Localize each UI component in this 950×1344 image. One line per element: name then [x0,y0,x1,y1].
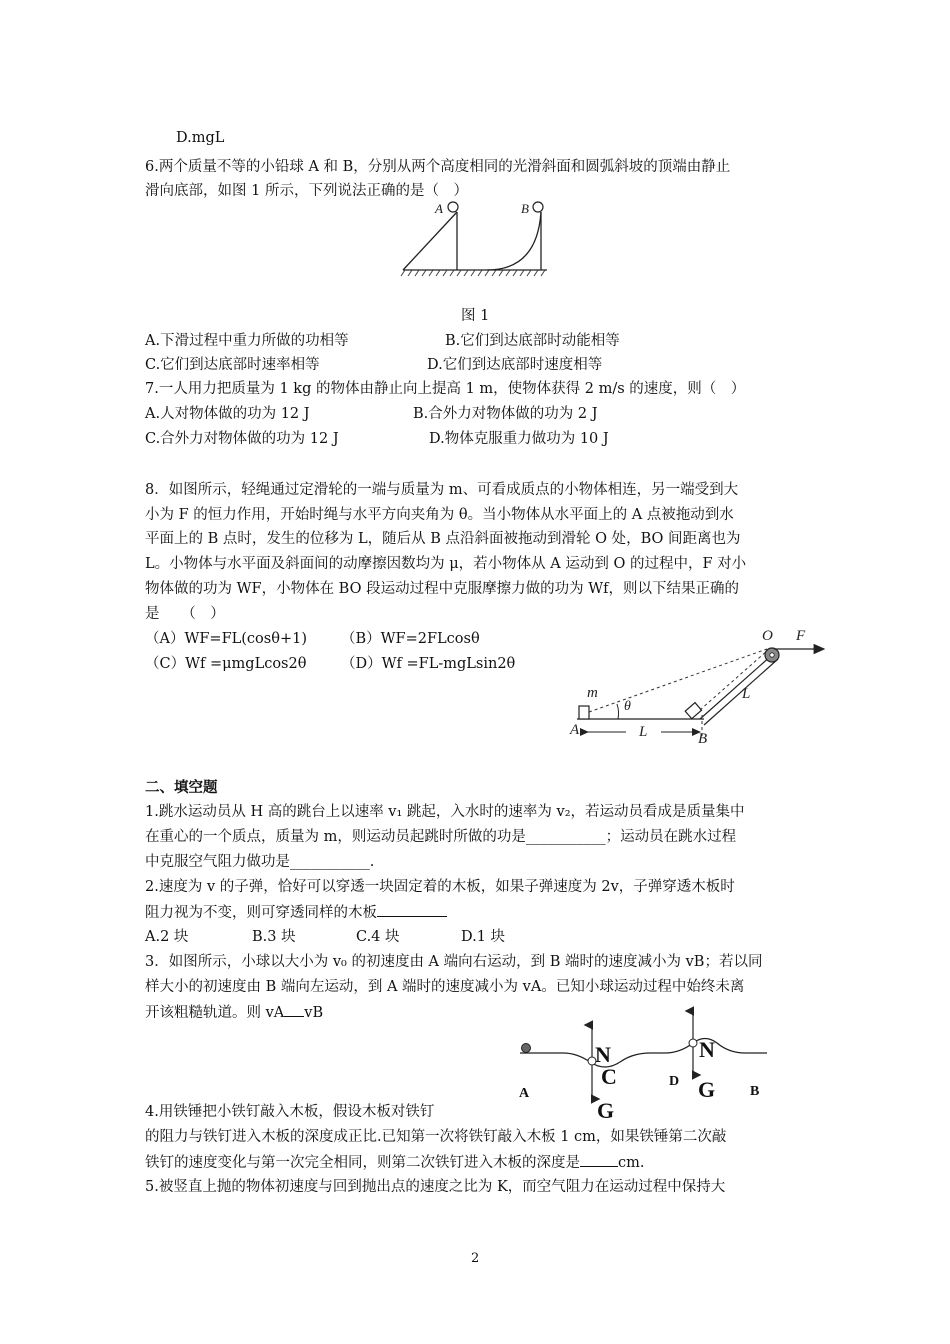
q6-option-b: B.它们到达底部时动能相等 [445,333,620,349]
q6-line-1: 6.两个质量不等的小铅球 A 和 B，分别从两个高度相同的光滑斜面和圆弧斜坡的顶端由静止 [145,159,731,175]
track-label-n-hill: N [699,1037,715,1062]
q6-option-a: A.下滑过程中重力所做的功相等 [145,333,349,349]
s2-q3-answer-blank[interactable] [284,1001,304,1017]
ball-a [448,202,458,212]
label-f: F [796,628,806,644]
q8-line-5: 物体做的功为 WF，小物体在 BO 段运动过程中克服摩擦力做的功为 Wf，则以下结果正确的 [145,581,739,597]
start-ball [522,1044,531,1053]
q7-option-d: D.物体克服重力做功为 10 J [429,431,609,447]
s2-q5-line-1: 5.被竖直上抛的物体初速度与回到抛出点的速度之比为 K，而空气阻力在运动过程中保持大 [145,1179,726,1195]
s2-q2-line-2 [145,901,447,924]
q8-option-c: （C）Wf =μmgLcos2θ [145,656,307,672]
q7-option-a: A.人对物体做的功为 12 J [145,406,310,422]
label-m: m [587,685,598,701]
s2-q1-line-1: 1.跳水运动员从 H 高的跳台上以速率 v₁ 跳起，入水时的速率为 v₂，若运动员看成是质量集中 [145,804,745,820]
s2-q3-line-2: 样大小的初速度由 B 端向左运动，到 A 端时的速度减小为 vA。已知小球运动过程中始终未离 [145,979,745,995]
s2-q3-line-3-post: vB [304,1005,324,1021]
track-label-c: C [601,1064,617,1089]
q7-option-b: B.合外力对物体做的功为 2 J [413,406,598,422]
q6-option-c: C.它们到达底部时速率相等 [145,357,320,373]
page-number: 2 [471,1251,480,1266]
fig1-label-a: A [435,201,443,216]
q8-option-a: （A）WF=FL(cosθ+1) [145,631,307,647]
q7-line-1: 7.一人用力把质量为 1 kg 的物体由静止向上提高 1 m，使物体获得 2 m/s 的速度，则（ ） [145,381,746,397]
track-label-g-valley: G [597,1098,615,1123]
s2-q2-option-b: B.3 块 [252,929,296,945]
s2-q4-line-3-post: cm. [618,1155,645,1171]
q6-option-d: D.它们到达底部时速度相等 [427,357,603,373]
label-a: A [570,722,580,738]
label-b: B [698,731,708,747]
track-label-a: A [519,1086,530,1101]
q6-line-2: 滑向底部，如图 1 所示，下列说法正确的是（ ） [145,183,468,199]
s2-q4-line-2: 的阻力与铁钉进入木板的深度成正比.已知第一次将铁钉敲入木板 1 cm，如果铁锤第二次敲 [145,1129,727,1145]
track-label-d: D [669,1074,680,1089]
fig1-label-b: B [521,201,529,216]
q5-option-d: D.mgL [176,130,225,146]
s2-q3-line-1: 3．如图所示，小球以大小为 v₀ 的初速度由 A 端向右运动，到 B 端时的速度减小为 vB；若以同 [145,954,763,970]
s2-q2-option-c: C.4 块 [356,929,400,945]
s2-q2-answer-blank[interactable] [377,901,447,917]
s2-q2-line-2-text: 阻力视为不变，则可穿透同样的木板 [145,905,377,921]
s2-q2-option-d: D.1 块 [461,929,506,945]
section-2-title: 二、填空题 [145,779,218,796]
track-label-n-valley: N [595,1042,611,1067]
s2-q4-line-3-pre: 铁钉的速度变化与第一次完全相同，则第二次铁钉进入木板的深度是 [145,1155,580,1171]
s2-q4-line-1: 4.用铁锤把小铁钉敲入木板，假设木板对铁钉 [145,1104,435,1120]
ball-b [533,202,543,212]
s2-q1-line-2: 在重心的一个质点，质量为 m，则运动员起跳时所做的功是___________；运动员在跳水过程 [145,829,737,845]
s2-q4-answer-blank[interactable] [580,1151,618,1167]
q7-option-c: C.合外力对物体做的功为 12 J [145,431,339,447]
label-l-bottom: L [639,724,648,740]
track-label-g-hill: G [698,1077,716,1102]
q8-line-2: 小为 F 的恒力作用，开始时绳与水平方向夹角为 θ。当小物体从水平面上的 A 点被拖动到水 [145,507,734,523]
q8-option-b: （B）WF=2FLcosθ [341,631,480,647]
s2-q3-line-3 [145,1001,323,1024]
track-label-b: B [750,1084,760,1099]
s2-q3-line-3-pre: 开该粗糙轨道。则 vA [145,1005,285,1021]
q8-line-3: 平面上的 B 点时，发生的位移为 L，随后从 B 点沿斜面被拖动到滑轮 O 处，BO 间距离也为 [145,531,741,547]
q8-option-d: （D）Wf =FL-mgLsin2θ [341,656,516,672]
s2-q4-line-3 [145,1151,644,1174]
s2-q2-line-1: 2.速度为 v 的子弹，恰好可以穿透一块固定着的木板，如果子弹速度为 2v，子弹穿透木板时 [145,879,735,895]
figure-1-slopes [395,196,555,286]
q8-line-4: L。小物体与水平面及斜面间的动摩擦因数均为 μ，若小物体从 A 运动到 O 的过程中，F 对小 [145,556,747,572]
figure-q3-track [515,1017,775,1127]
block-at-b [685,703,701,719]
s2-q2-option-a: A.2 块 [145,929,189,945]
label-theta: θ [624,699,631,714]
label-l-incline: L [742,686,751,702]
figure-q8-pulley [562,622,832,747]
s2-q1-line-3: 中克服空气阻力做功是___________. [145,854,375,870]
q8-line-1: 8．如图所示，轻绳通过定滑轮的一端与质量为 m、可看成质点的小物体相连，另一端受到大 [145,482,739,498]
block-m [579,706,589,719]
q8-line-6: 是 （ ） [145,606,225,622]
figure-1-caption: 图 1 [461,308,490,324]
label-o: O [762,628,773,644]
